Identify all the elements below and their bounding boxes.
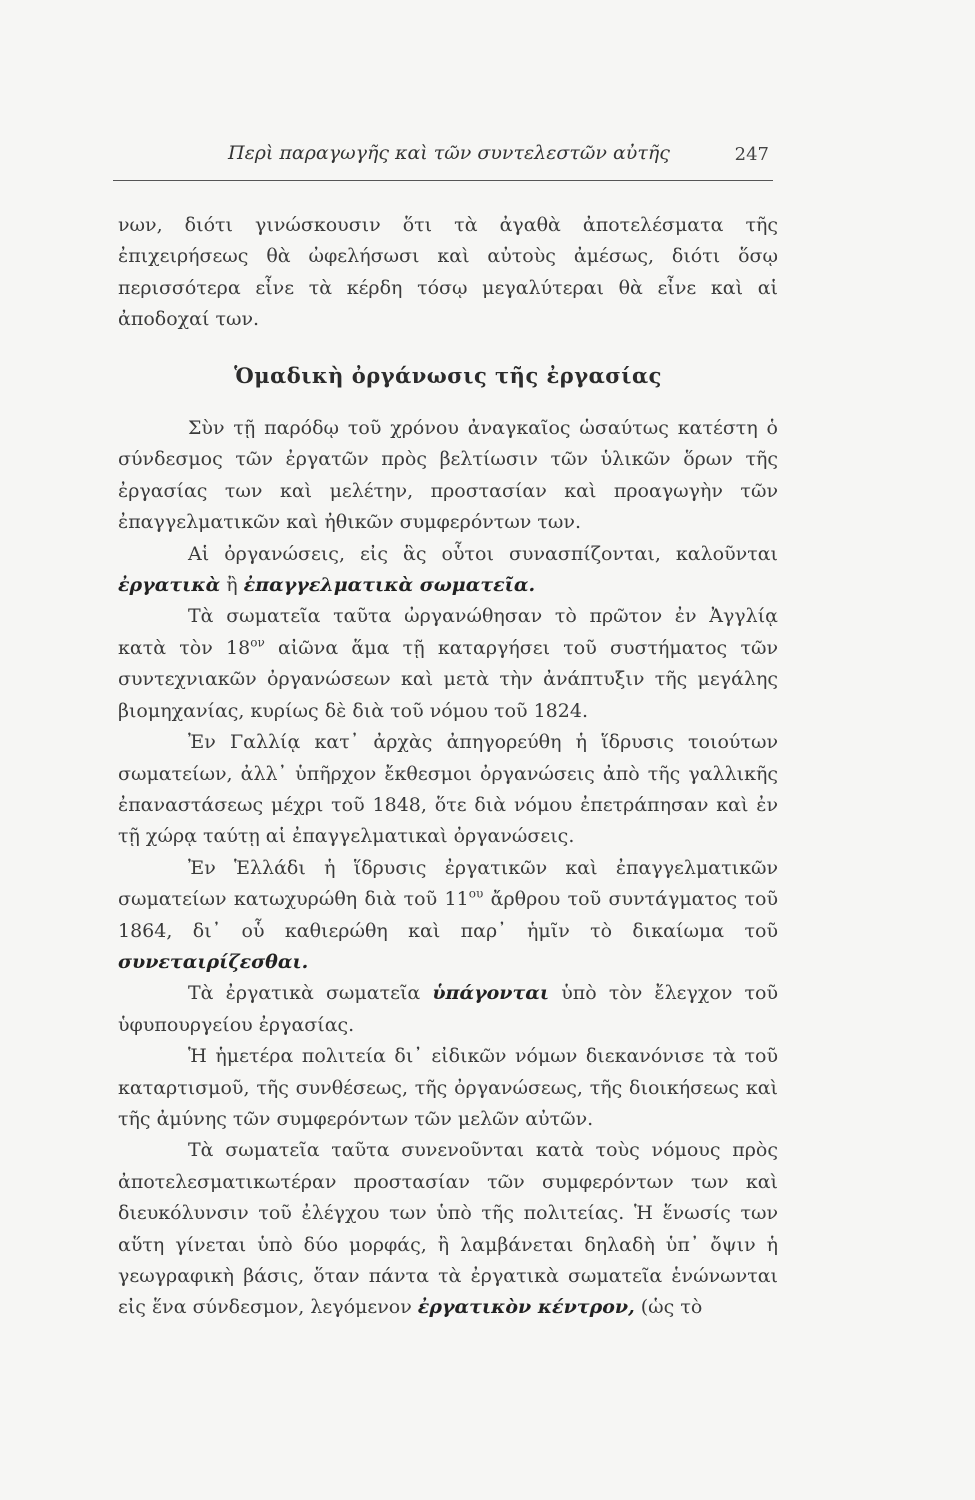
emphasis-term: ὑπάγονται xyxy=(432,982,550,1005)
paragraph: Τὰ ἐργατικὰ σωματεῖα ὑπάγονται ὑπὸ τὸν ἔλεγχον τοῦ ὑφυπουργείου ἐργασίας. xyxy=(118,982,778,1036)
emphasis-term: ἐπαγγελματικὰ σωματεῖα. xyxy=(243,574,536,597)
section-heading: Ὁμαδικὴ ὀργάνωσις τῆς ἐργασίας xyxy=(234,362,662,388)
paragraph-continuation: νων, διότι γινώσκουσιν ὅτι τὰ ἀγαθὰ ἀποτελέσματα τῆς ἐπιχειρήσεως θὰ ὠφελήσωσι καὶ αὐτοὺς ἀμέσως, διότι ὅσῳ περισσότερα εἶνε τὰ κέρδη τόσῳ μεγαλύτεραι θὰ εἶνε καὶ αἱ ἀποδοχαί των. xyxy=(118,214,778,331)
paragraph: Αἱ ὀργανώσεις, εἰς ἃς οὗτοι συνασπίζονται, καλοῦνται ἐργατικὰ ἢ ἐπαγγελματικὰ σωματεῖα. xyxy=(118,542,778,597)
emphasis-term: ἐργατικὸν κέντρον, xyxy=(417,1296,635,1319)
paragraph: Ἐν Ἑλλάδι ἡ ἵδρυσις ἐργατικῶν καὶ ἐπαγγελματικῶν σωματείων κατωχυρώθη διὰ τοῦ $11^{o\upsilon}$ ἄρθρου τοῦ συντάγματος τοῦ 1864, δι᾿ οὗ καθιερώθη καὶ παρ᾿ ἡμῖν τὸ δικαίωμα τοῦ συνεταιρίζεσθαι. xyxy=(118,856,778,973)
page-body xyxy=(118,210,778,1324)
paragraph: Τὰ σωματεῖα ταῦτα συνενοῦνται κατὰ τοὺς νόμους πρὸς ἀποτελεσματικωτέραν προστασίαν τῶν συμφερόντων των καὶ διευκόλυνσιν τοῦ ἐλέγχου των ὑπὸ τῆς πολιτείας. Ἡ ἕνωσίς των αὕτη γίνεται ὑπὸ δύο μορφάς, ἢ λαμβάνεται δηλαδὴ ὑπ᾿ ὄψιν ἡ γεωγραφικὴ βάσις, ὅταν πάντα τὰ ἐργατικὰ σωματεῖα ἑνώνωνται εἰς ἕνα σύνδεσμον, λεγόμενον ἐργατικὸν κέντρον, (ὡς τὸ xyxy=(118,1139,778,1319)
paragraph: Ἐν Γαλλίᾳ κατ᾿ ἀρχὰς ἀπηγορεύθη ἡ ἵδρυσις τοιούτων σωματείων, ἀλλ᾿ ὑπῆρχον ἔκθεσμοι ὀργανώσεις ἀπὸ τῆς γαλλικῆς ἐπαναστάσεως μέχρι τοῦ 1848, ὅτε διὰ νόμου ἐπετράπησαν καὶ ἐν τῇ χώρᾳ ταύτῃ αἱ ἐπαγγελματικαὶ ὀργανώσεις. xyxy=(118,731,778,848)
running-title: Περὶ παραγωγῆς καὶ τῶν συντελεστῶν αὐτῆς xyxy=(228,142,670,164)
emphasis-term: συνεταιρίζεσθαι. xyxy=(118,950,309,973)
page-number: 247 xyxy=(734,144,769,165)
paragraph: Σὺν τῇ παρόδῳ τοῦ χρόνου ἀναγκαῖος ὡσαύτως κατέστη ὁ σύνδεσμος τῶν ἐργατῶν πρὸς βελτίωσιν τῶν ὑλικῶν ὅρων τῆς ἐργασίας των καὶ μελέτην, προστασίαν καὶ προαγωγὴν τῶν ἐπαγγελματικῶν καὶ ἠθικῶν συμφερόντων των. xyxy=(118,417,778,534)
paragraph: Ἡ ἡμετέρα πολιτεία δι᾿ εἰδικῶν νόμων διεκανόνισε τὰ τοῦ καταρτισμοῦ, τῆς συνθέσεως, τῆς ὀργανώσεως, τῆς διοικήσεως καὶ τῆς ἀμύνης τῶν συμφερόντων τῶν μελῶν αὐτῶν. xyxy=(118,1045,778,1130)
page-header xyxy=(113,140,773,181)
emphasis-term: ἐργατικὰ xyxy=(118,574,221,597)
paragraph: Τὰ σωματεῖα ταῦτα ὠργανώθησαν τὸ πρῶτον ἐν Ἀγγλίᾳ κατὰ τὸν $18^{o\nu}$ αἰῶνα ἅμα τῇ καταργήσει τοῦ συστήματος τῶν συντεχνιακῶν ὀργανώσεων καὶ μετὰ τὴν ἀνάπτυξιν τῆς μεγάλης βιομηχανίας, κυρίως δὲ διὰ τοῦ νόμου τοῦ 1824. xyxy=(118,605,778,722)
